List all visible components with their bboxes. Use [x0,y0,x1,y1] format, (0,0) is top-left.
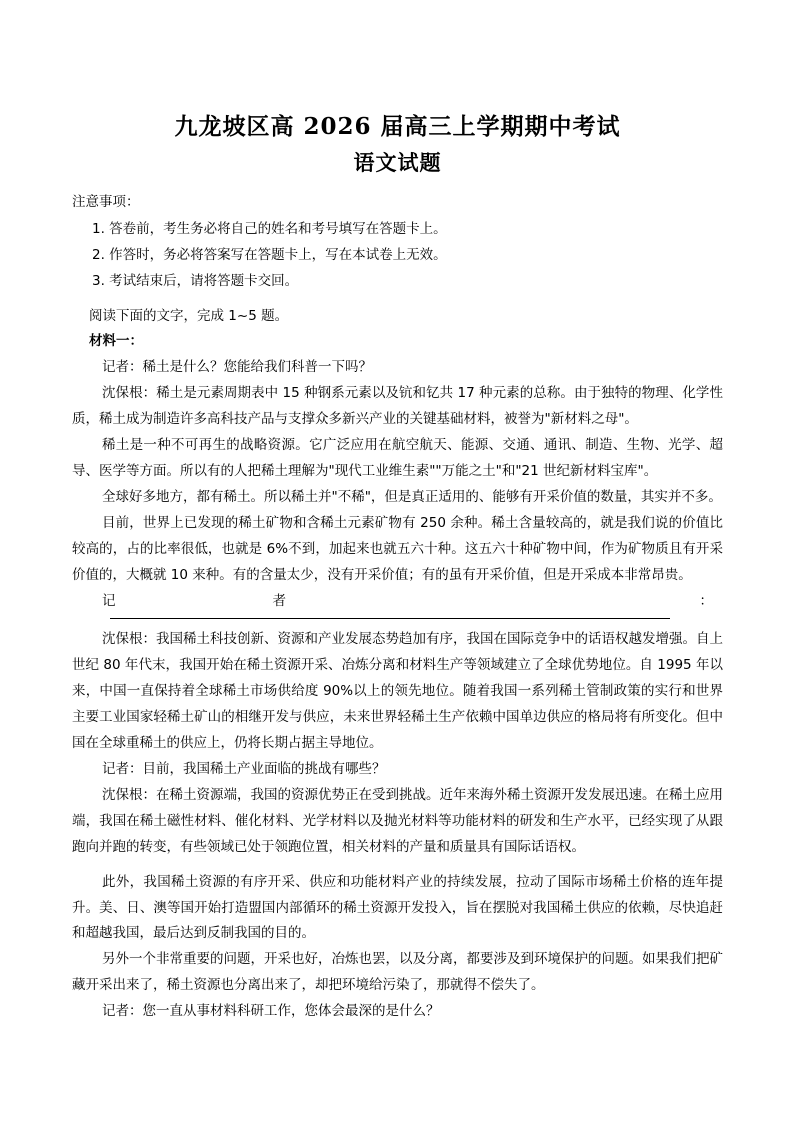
instruction-line: 阅读下面的文字，完成 1~5 题。 [89,307,289,324]
paragraph-10: 另外一个非常重要的问题，开采也好，冶炼也罢，以及分离，都要涉及到环境保护的问题。如果我们把矿藏开采出来了，稀土资源也分离出来了，却把环境给污染了，那就得不偿失了。 [72,951,723,994]
notice-item-1: 1. 答卷前，考生务必将自己的姓名和考号填写在答题卡上。 [92,220,447,237]
paragraph-3: 稀土是一种不可再生的战略资源。它广泛应用在航空航天、能源、交通、通讯、制造、生物、光学、超导、医学等方面。所以有的人把稀土理解为"现代工业维生素""万能之土"和"21 世纪新材料宝库"。 [72,437,723,480]
notice-label: 注意事项： [72,194,140,210]
horizontal-rule [110,618,670,619]
paragraph-11: 记者：您一直从事材料科研工作，您体会最深的是什么？ [102,1003,440,1020]
material-label: 材料一： [89,333,143,350]
paragraph-5: 目前，世界上已发现的稀土矿物和含稀土元素矿物有 250 余种。稀土含量较高的，就是我们说的价值比较高的，占的比率很低，也就是 6%不到，加起来也就五六十种。这五六十种矿物中间，作为矿物质且有开采价值的，大概就 10 来种。有的含量太少，没有开采价值；有的虽有开采价值，但是开采成本非常昂贵。 [72,514,723,583]
notice-item-2: 2. 作答时，务必将答案写在答题卡上，写在本试卷上无效。 [92,246,447,263]
paragraph-7: 记者：目前，我国稀土产业面临的挑战有哪些？ [102,760,386,777]
notice-item-3: 3. 考试结束后，请将答题卡交回。 [92,273,299,290]
split-left: 记 [102,592,116,609]
paragraph-4: 全球好多地方，都有稀土。所以稀土并"不稀"，但是真正适用的、能够有开采价值的数量，其实并不多。 [102,488,722,505]
split-question-row [72,589,723,615]
paragraph-6: 沈保根：我国稀土科技创新、资源和产业发展态势趋加有序，我国在国际竞争中的话语权越发增强。自上世纪 80 年代末，我国开始在稀土资源开采、冶炼分离和材料生产等领域建立了全球优势地位。自 1995 年以来，中国一直保持着全球稀土市场供给度 90%以上的领先地位。随着我国一系列稀土管制政策的实行和世界主要工业国家轻稀土矿山的相继开发与供应，未来世界轻稀土生产依赖中国单边供应的格局将有所变化。但中国在全球重稀土的供应上，仍将长期占据主导地位。 [72,631,723,752]
paragraph-8: 沈保根：在稀土资源端，我国的资源优势正在受到挑战。近年来海外稀土资源开发发展迅速。在稀土应用端，我国在稀土磁性材料、催化材料、光学材料以及抛光材料等功能材料的研发和生产水平，已经实现了从跟跑向并跑的转变，有些领域已处于领跑位置，相关材料的产量和质量具有国际话语权。 [72,786,723,855]
paragraph-2: 沈保根：稀土是元素周期表中 15 种钢系元素以及钪和钇共 17 种元素的总称。由于独特的物理、化学性质，稀土成为制造许多高科技产品与支撑众多新兴产业的关键基础材料，被誉为"新材料之母"。 [72,385,723,428]
paragraph-1: 记者：稀土是什么？您能给我们科普一下吗？ [102,359,372,376]
split-middle: 者 [272,592,286,609]
paragraph-9: 此外，我国稀土资源的有序开采、供应和功能材料产业的持续发展，拉动了国际市场稀土价格的连年提升。美、日、澳等国开始打造盟国内部循环的稀土资源开发投入，旨在摆脱对我国稀土供应的依赖，尽快追赶和超越我国，最后达到反制我国的目的。 [72,873,723,942]
page-subtitle: 语文试题 [353,149,442,175]
page-title: 九龙坡区高 2026 届高三上学期期中考试 [174,113,621,140]
split-right: ： [699,592,713,609]
